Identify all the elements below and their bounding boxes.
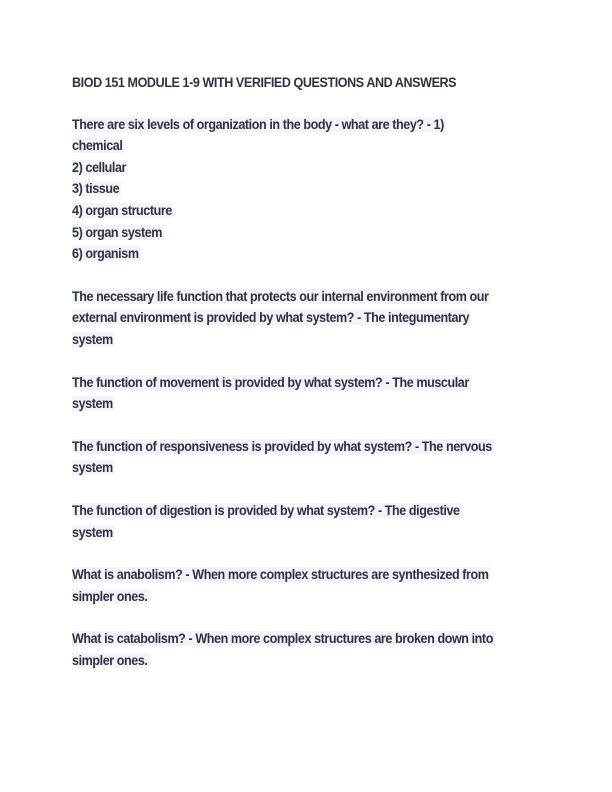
qa-line: system: [72, 524, 113, 540]
qa-integumentary: [72, 286, 511, 351]
qa-line: There are six levels of organization in the body - what are they? - 1): [72, 116, 444, 132]
qa-line: The function of movement is provided by what system? - The muscular: [72, 374, 469, 390]
qa-line: The function of digestion is provided by what system? - The digestive: [72, 502, 460, 518]
qa-line: system: [72, 460, 113, 476]
qa-line: The necessary life function that protects our internal environment from our: [72, 288, 489, 304]
document-title: BIOD 151 MODULE 1-9 WITH VERIFIED QUESTIONS AND ANSWERS: [72, 75, 457, 90]
qa-levels-of-organization: [72, 114, 511, 265]
qa-line: 2) cellular: [72, 159, 127, 175]
qa-muscular: [72, 372, 511, 415]
qa-anabolism: [72, 564, 511, 607]
qa-line: 5) organ system: [72, 224, 163, 240]
qa-line: system: [72, 331, 113, 347]
qa-catabolism: [72, 628, 511, 671]
qa-line: What is catabolism? - When more complex structures are broken down into: [72, 631, 493, 647]
qa-line: 3) tissue: [72, 181, 120, 197]
qa-line: 6) organism: [72, 246, 139, 262]
qa-line: What is anabolism? - When more complex structures are synthesized from: [72, 567, 489, 583]
qa-line: system: [72, 396, 113, 412]
qa-line: simpler ones.: [72, 652, 148, 668]
qa-line: 4) organ structure: [72, 202, 172, 218]
qa-nervous: [72, 436, 511, 479]
qa-line: simpler ones.: [72, 588, 148, 604]
qa-line: external environment is provided by what system? - The integumentary: [72, 310, 470, 326]
qa-digestive: [72, 500, 511, 543]
document-page: [72, 72, 511, 692]
qa-line: chemical: [72, 138, 123, 154]
qa-line: The function of responsiveness is provided by what system? - The nervous: [72, 438, 492, 454]
